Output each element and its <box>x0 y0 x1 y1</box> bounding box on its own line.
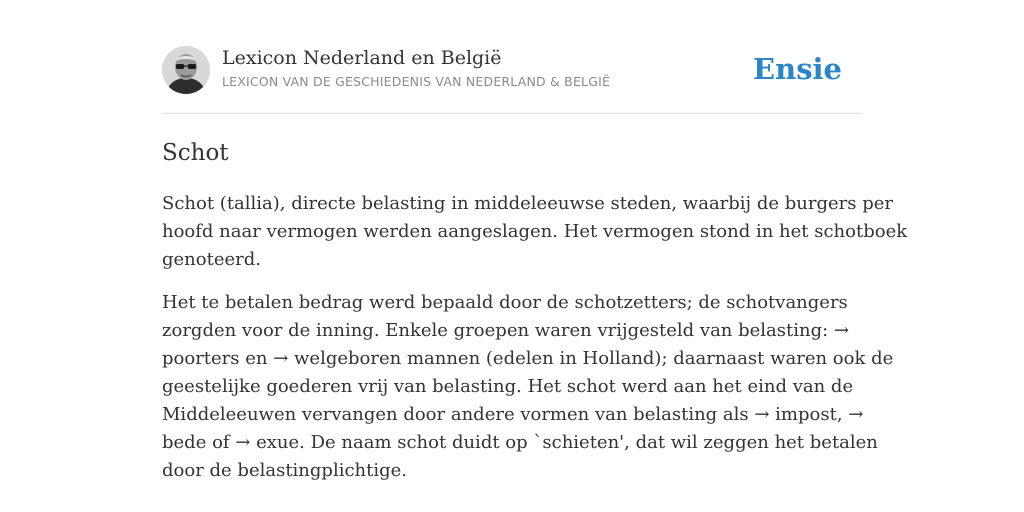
text-line: door de belastingplichtige. <box>162 460 408 481</box>
site-header <box>162 46 862 114</box>
text-line: Middeleeuwen vervangen door andere vormen van belasting als → impost, → <box>162 404 864 425</box>
text-line: Het te betalen bedrag werd bepaald door de schotzetters; de schotvangers <box>162 292 848 313</box>
site-subtitle: LEXICON VAN DE GESCHIEDENIS VAN NEDERLAND & BELGIË <box>222 74 611 89</box>
text-line: Schot (tallia), directe belasting in middeleeuwse steden, waarbij de burgers per <box>162 193 893 214</box>
text-line: poorters en → welgeboren mannen (edelen in Holland); daarnaast waren ook de <box>162 348 894 369</box>
text-line: geestelijke goederen vrij van belasting. Het schot werd aan het eind van de <box>162 376 854 397</box>
text-line: genoteerd. <box>162 249 261 270</box>
article-paragraph <box>162 190 908 274</box>
text-line: bede of → exue. De naam schot duidt op `schieten', dat wil zeggen het betalen <box>162 432 878 453</box>
ensie-logo-link[interactable]: Ensie <box>753 52 842 86</box>
article-body <box>162 190 908 500</box>
article-title: Schot <box>162 140 229 166</box>
site-name[interactable]: Lexicon Nederland en België <box>222 47 502 69</box>
author-avatar[interactable] <box>162 46 210 94</box>
article-paragraph <box>162 289 894 485</box>
text-line: zorgden voor de inning. Enkele groepen waren vrijgesteld van belasting: → <box>162 320 849 341</box>
portrait-image <box>162 46 210 94</box>
text-line: hoofd naar vermogen werden aangeslagen. Het vermogen stond in het schotboek <box>162 221 908 242</box>
